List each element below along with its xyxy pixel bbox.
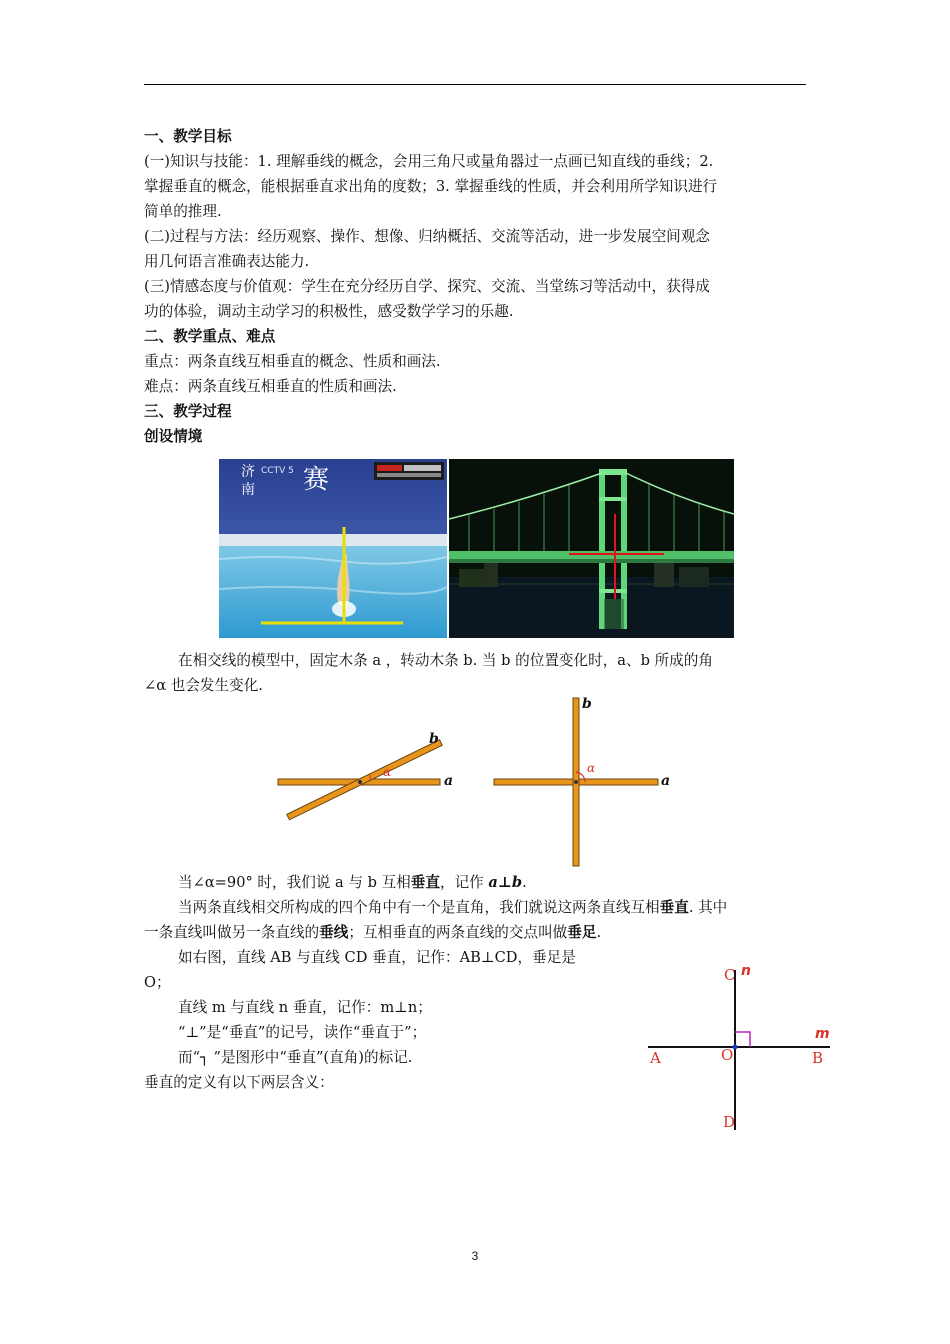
sticks-diagram: [270, 695, 680, 870]
objectives-knowledge-line2: 掌握垂直的概念，能根据垂直求出角的度数；3. 掌握垂线的性质，并会利用所学知识进行: [144, 178, 718, 195]
tv-logo: CCTV 5: [261, 466, 294, 476]
stick-label-a-left: a: [444, 773, 454, 789]
objectives-process-line1: (二)过程与方法：经历观察、操作、想像、归纳概括、交流等活动，进一步发展空间观念: [144, 228, 710, 245]
stick-label-a-right: a: [661, 773, 671, 789]
def-text-6: 一条直线叫做另一条直线的: [144, 924, 320, 941]
model-paragraph-line1: 在相交线的模型中，固定木条 a ，转动木条 b. 当 b 的位置变化时，a、b 所成的角: [178, 652, 713, 669]
angle-label-right: α: [587, 761, 596, 775]
caption-char-big: 赛: [303, 465, 330, 495]
stick-label-b-right: b: [582, 696, 592, 712]
label-A: A: [650, 1049, 661, 1067]
stick-label-b-left: b: [429, 731, 439, 747]
subheading-scenario: 创设情境: [144, 428, 203, 445]
photo-bridge: [449, 459, 734, 638]
angle-label-left: α: [383, 765, 392, 779]
label-O: O: [721, 1046, 734, 1064]
model-paragraph-line2: ∠α 也会发生变化.: [144, 677, 263, 694]
label-D: D: [723, 1113, 736, 1131]
objectives-attitude-line2: 功的体验，调动主动学习的积极性，感受数学学习的乐趣.: [144, 303, 514, 320]
example-line4: “⊥”是“垂直”的记号，读作“垂直于”；: [178, 1024, 427, 1041]
definition-line1: [178, 873, 527, 893]
example-line1: 如右图，直线 AB 与直线 CD 垂直，记作：AB⊥CD，垂足是: [178, 949, 576, 966]
def-text-7: ；互相垂直的两条直线的交点叫做: [348, 924, 568, 941]
example-line5: 而“┐ ”是图形中“垂直”(直角)的标记.: [178, 1049, 413, 1066]
header-rule: [144, 84, 806, 85]
caption-char-2: 南: [241, 482, 255, 498]
heading-objectives: 一、教学目标: [144, 128, 232, 145]
photo-diving: [219, 459, 447, 638]
def-text-8: .: [596, 924, 602, 941]
def-text-1: 当∠α=90° 时，我们说 a 与 b 互相: [178, 874, 411, 891]
perpendicular-figure: [640, 960, 840, 1135]
objectives-attitude-line1: (三)情感态度与价值观：学生在充分经历自学、探究、交流、当堂练习等活动中，获得成: [144, 278, 710, 295]
page-number: 3: [471, 1249, 479, 1263]
heading-key-points: 二、教学重点、难点: [144, 328, 276, 345]
label-m: m: [815, 1026, 830, 1042]
definition-line3: [144, 923, 601, 943]
example-line3: 直线 m 与直线 n 垂直，记作：m⊥n；: [178, 999, 432, 1016]
objectives-process-line2: 用几何语言准确表达能力.: [144, 253, 310, 270]
difficulty-text: 难点：两条直线互相垂直的性质和画法.: [144, 378, 397, 395]
heading-process: 三、教学过程: [144, 403, 232, 420]
label-C: C: [724, 966, 736, 984]
label-n: n: [741, 963, 751, 979]
example-line2: O；: [144, 974, 171, 991]
def-text-3: .: [522, 874, 527, 891]
def-term-perpendicular: 垂直: [410, 874, 440, 891]
def-term-perpendicular-2: 垂直: [659, 899, 689, 916]
key-point-text: 重点：两条直线互相垂直的概念、性质和画法.: [144, 353, 441, 370]
def-text-5: . 其中: [688, 899, 728, 916]
def-term-foot: 垂足: [567, 924, 597, 941]
example-line6: 垂直的定义有以下两层含义：: [144, 1074, 334, 1091]
def-term-perpendicular-line: 垂线: [319, 924, 349, 941]
def-text-4: 当两条直线相交所构成的四个角中有一个是直角，我们就说这两条直线互相: [178, 899, 660, 916]
definition-line2: [178, 898, 727, 918]
def-notation: a⊥b: [488, 874, 523, 891]
objectives-knowledge-line3: 简单的推理.: [144, 203, 222, 220]
objectives-knowledge-line1: (一)知识与技能：1. 理解垂线的概念，会用三角尺或量角器过一点画已知直线的垂线；2.: [144, 153, 714, 170]
def-text-2: ，记作: [439, 874, 489, 891]
label-B: B: [812, 1049, 824, 1067]
caption-char-1: 济: [241, 464, 255, 480]
